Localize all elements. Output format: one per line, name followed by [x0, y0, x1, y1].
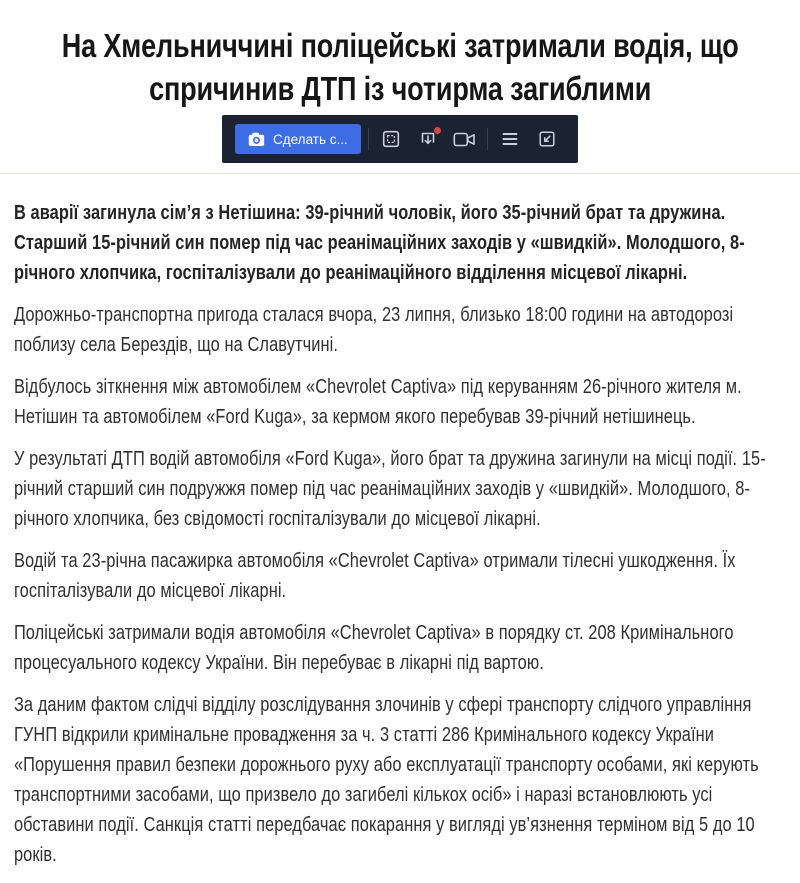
- article-paragraph: У результаті ДТП водій автомобіля «Ford Kuga», його брат та дружина загинули на місці події. 15-річний старший син подружжя помер під час реанімаційних заходів у «швидкій». Молодшого, 8-річного хлопчика, без свідомості госпіталізували до місцевої лікарні.: [13, 448, 766, 530]
- record-video-button[interactable]: [450, 124, 480, 154]
- screenshot-toolbar: [222, 115, 578, 163]
- article-paragraph: Дорожньо-транспортна пригода сталася вчора, 23 липня, близько 18:00 години на автодорозі поблизу села Берездів, що на Славутчині.: [13, 304, 734, 356]
- collapse-icon: [537, 129, 557, 149]
- collapse-button[interactable]: [532, 124, 562, 154]
- article-paragraph: Водій та 23-річна пасажирка автомобіля «Chevrolet Captiva» отримали тілесні ушкодження. Їх госпіталізували до місцевої лікарні.: [13, 550, 736, 602]
- article-paragraph: Відбулось зіткнення між автомобілем «Chevrolet Captiva» під керуванням 26-річного жителя м. Нетішин та автомобілем «Ford Kuga», за кермом якого перебував 39-річний нетішинець.: [13, 376, 742, 428]
- toolbar-separator: [487, 128, 488, 150]
- article-header: [0, 24, 800, 110]
- take-screenshot-label: Сделать с...: [273, 131, 348, 147]
- article-body: [0, 174, 800, 870]
- menu-icon: [501, 131, 519, 147]
- select-area-button[interactable]: [376, 124, 406, 154]
- menu-button[interactable]: [495, 124, 525, 154]
- camera-icon: [248, 132, 265, 147]
- page-title: На Хмельниччині поліцейські затримали водія, що спричинив ДТП із чотирма загиблими: [61, 27, 739, 107]
- take-screenshot-button[interactable]: [235, 124, 361, 154]
- article-lead: В аварії загинула сім’я з Нетішина: 39-річний чоловік, його 35-річний брат та дружина. Старший 15-річний син помер під час реанімаційних заходів у «швидкій». Молодшого, 8-річного хлопчика, госпіталізували до реанімаційного відділення місцевої лікарні.: [13, 202, 745, 284]
- select-area-icon: [381, 129, 401, 149]
- article-paragraph: Поліцейські затримали водія автомобіля «Chevrolet Captiva» в порядку ст. 208 Кримінального процесуального кодексу України. Він перебуває в лікарні під вартою.: [13, 622, 734, 674]
- notification-dot: [434, 127, 441, 134]
- video-camera-icon: [453, 131, 476, 148]
- article-paragraph: За даним фактом слідчі відділу розслідування злочинів у сфері транспорту слідчого управління ГУНП відкрили кримінальне провадження за ч. 3 статті 286 Кримінального кодексу України «Порушення правил безпеки дорожнього руху або експлуатації транспорту особами, які керують транспортними засобами, що призвело до загибелі кількох осіб» і наразі встановлюють усі обставини події. Санкція статті передбачає покарання у вигляді ув’язнення терміном від 5 до 10 років.: [13, 694, 759, 866]
- toolbar-separator: [368, 128, 369, 150]
- scrolling-capture-button[interactable]: [413, 124, 443, 154]
